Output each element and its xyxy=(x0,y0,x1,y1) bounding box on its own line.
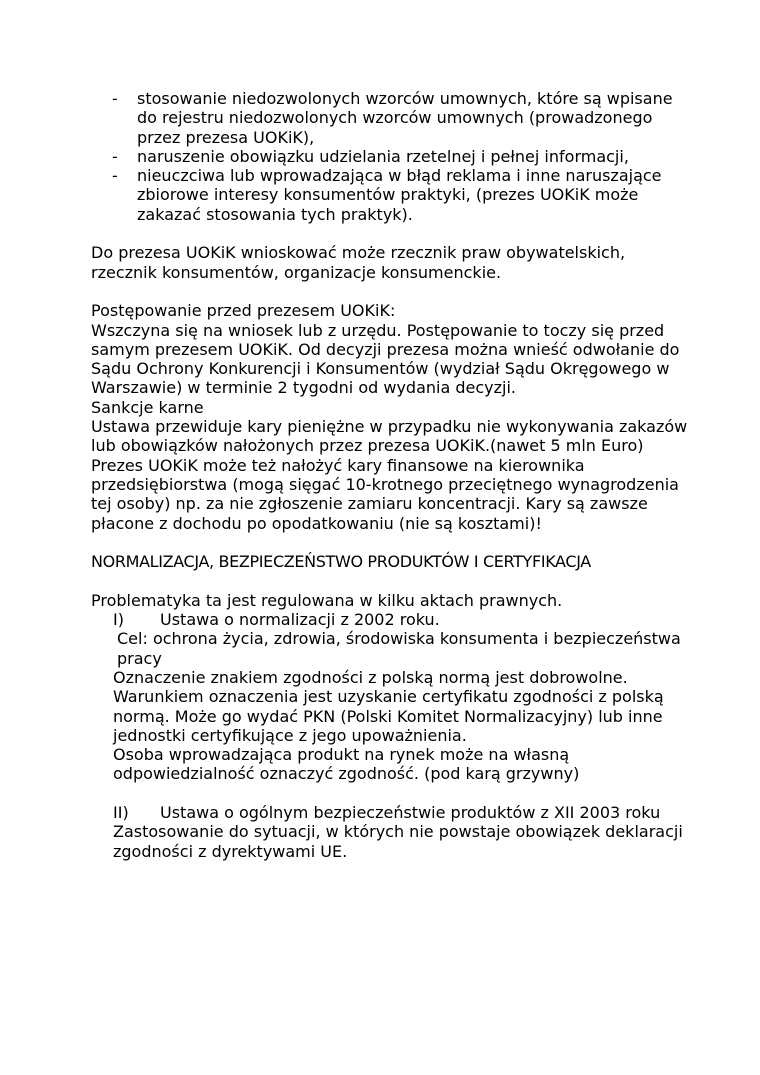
item1-cel: Cel: ochrona życia, zdrowia, środowiska konsumenta i bezpieczeństwa pracy xyxy=(117,629,681,668)
bullet-marker: - xyxy=(112,166,118,186)
list-item xyxy=(91,166,691,224)
item2-paragraph-1: Zastosowanie do sytuacji, w których nie powstaje obowiązek deklaracji zgodności z dyrektywami UE. xyxy=(113,822,683,861)
item1-paragraph-3: Osoba wprowadzająca produkt na rynek może na własną odpowiedzialność oznaczyć zgodność. (pod karą grzywny) xyxy=(113,745,580,784)
list-item xyxy=(91,147,691,166)
paragraph-wnioskowac: Do prezesa UOKiK wnioskować może rzecznik praw obywatelskich, rzecznik konsumentów, organizacje konsumenckie. xyxy=(91,243,626,282)
numbered-item-2 xyxy=(91,803,691,822)
bullet-list xyxy=(91,89,691,224)
postepowanie-paragraph: Wszczyna się na wniosek lub z urzędu. Postępowanie to toczy się przed samym prezesem UOKiK. Od decyzji prezesa można wnieść odwołanie do Sądu Ochrony Konkurencji i Konsumentów (wydział Sądu Okręgowego w Warszawie) w terminie 2 tygodni od wydania decyzji. xyxy=(91,320,680,398)
item-title: Ustawa o normalizacji z 2002 roku. xyxy=(160,610,440,630)
item-title: Ustawa o ogólnym bezpieczeństwie produktów z XII 2003 roku xyxy=(160,802,661,822)
list-item-text: nieuczciwa lub wprowadzająca w błąd reklama i inne naruszające zbiorowe interesy konsumentów praktyki, (prezes UOKiK może zakazać stosowania tych praktyk). xyxy=(137,166,662,224)
item1-paragraph-1: Oznaczenie znakiem zgodności z polską normą jest dobrowolne. xyxy=(113,667,628,687)
item-numeral: I) xyxy=(113,610,124,630)
item-numeral: II) xyxy=(113,802,129,822)
sankcje-paragraph-2: Prezes UOKiK może też nałożyć kary finansowe na kierownika przedsiębiorstwa (mogą sięgać 10-krotnego przeciętnego wynagrodzenia tej osoby) np. za nie zgłoszenie zamiaru koncentracji. Kary są zawsze płacone z dochodu po opodatkowaniu (nie są kosztami)! xyxy=(91,455,679,533)
numbered-item-1 xyxy=(91,610,691,629)
postepowanie-heading: Postępowanie przed prezesem UOKiK: xyxy=(91,301,396,321)
sankcje-paragraph-1: Ustawa przewiduje kary pieniężne w przypadku nie wykonywania zakazów lub obowiązków nałożonych przez prezesa UOKiK.(nawet 5 mln Euro) xyxy=(91,417,688,456)
sankcje-heading: Sankcje karne xyxy=(91,397,204,417)
problematyka-paragraph: Problematyka ta jest regulowana w kilku aktach prawnych. xyxy=(91,590,563,610)
section-heading: NORMALIZACJA, BEZPIECZEŃSTWO PRODUKTÓW I CERTYFIKACJA xyxy=(91,552,591,572)
bullet-marker: - xyxy=(112,146,118,166)
list-item-text: naruszenie obowiązku udzielania rzetelnej i pełnej informacji, xyxy=(137,146,629,166)
list-item-text: stosowanie niedozwolonych wzorców umownych, które są wpisane do rejestru niedozwolonych wzorców umownych (prowadzonego przez prezesa UOKiK), xyxy=(137,89,673,147)
item1-paragraph-2: Warunkiem oznaczenia jest uzyskanie certyfikatu zgodności z polską normą. Może go wydać PKN (Polski Komitet Normalizacyjny) lub inne jednostki certyfikujące z jego upoważnienia. xyxy=(113,687,664,745)
bullet-marker: - xyxy=(112,89,118,108)
list-item xyxy=(91,89,691,147)
document-page xyxy=(91,89,691,861)
